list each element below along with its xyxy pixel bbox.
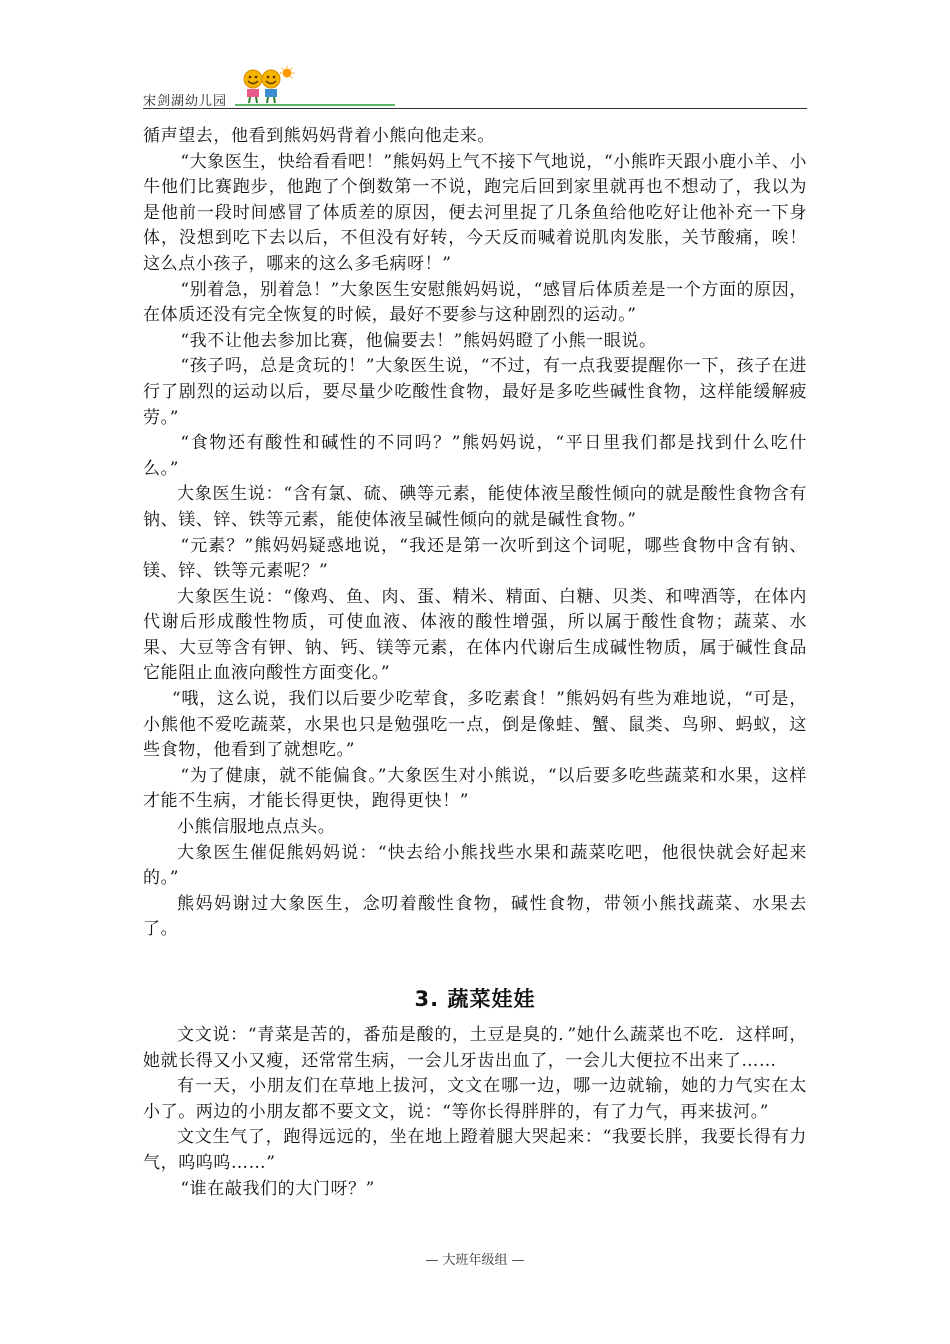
paragraph: “为了健康，就不能偏食。”大象医生对小熊说，“以后要多吃些蔬菜和水果，这样才能不生病，才能长得更快，跑得更快！” [143,765,807,812]
paragraph: “食物还有酸性和碱性的不同吗？”熊妈妈说，“平日里我们都是找到什么吃什么。” [143,433,807,479]
paragraph: 大象医生说：“含有氯、硫、碘等元素，能使体液呈酸性倾向的就是酸性食物含有钠、镁、锌、铁等元素，能使体液呈碱性倾向的就是碱性食物。” [143,484,807,530]
paragraph: 熊妈妈谢过大象医生，念叨着酸性食物，碱性食物，带领小熊找蔬菜、水果去了。 [143,893,807,940]
paragraph: 文文生气了，跑得远远的，坐在地上蹬着腿大哭起来：“我要长胖，我要长得有力气，呜呜呜……” [143,1127,807,1173]
paragraph: “别着急，别着急！”大象医生安慰熊妈妈说，“感冒后体质差是一个方面的原因，在体质还没有完全恢复的时候，最好不要参与这种剧烈的运动。” [143,279,807,326]
smiley-kids-sun-icon [235,66,395,106]
page-footer: — 大班年级组 — [425,1253,525,1268]
story-body [143,124,807,943]
paragraph: “元素？”熊妈妈疑惑地说，“我还是第一次听到这个词呢，哪些食物中含有钠、镁、锌、铁等元素呢？” [143,535,807,582]
paragraph: “大象医生，快给看看吧！”熊妈妈上气不接下气地说，“小熊昨天跟小鹿小羊、小牛他们比赛跑步，他跑了个倒数第一不说，跑完后回到家里就再也不想动了，我以为是他前一段时间感冒了体质差的原因，便去河里捉了几条鱼给他吃好让他补充一下身体，没想到吃下去以后，不但没有好转，今天反而喊着说肌肉发胀，关节酸痛，唉！这么点小孩子，哪来的这么多毛病呀！” [143,151,807,274]
paragraph: “谁在敲我们的大门呀？” [180,1178,375,1199]
paragraph: 大象医生说：“像鸡、鱼、肉、蛋、精米、精面、白糖、贝类、和啤酒等，在体内代谢后形成酸性物质，可使血液、体液的酸性增强，所以属于酸性食物；蔬菜、水果、大豆等含有钾、钠、钙、镁等元素，在体内代谢后生成碱性物质，属于碱性食品它能阻止血液向酸性方面变化。” [143,586,807,684]
school-name: 宋剑湖幼儿园 [143,94,228,109]
section-title: 3. 蔬菜娃娃 [414,987,536,1011]
page-header [143,66,807,110]
paragraph: “哦，这么说，我们以后要少吃荤食，多吃素食！”熊妈妈有些为难地说，“可是，小熊他不爱吃蔬菜，水果也只是勉强吃一点，倒是像蛙、蟹、鼠类、鸟卵、蚂蚁，这些食物，他看到了就想吃。” [143,689,807,761]
paragraph: 大象医生催促熊妈妈说：“快去给小熊找些水果和蔬菜吃吧，他很快就会好起来的。” [143,842,807,889]
paragraph: 小熊信服地点点头。 [177,817,336,838]
paragraph: 文文说：“青菜是苦的，番茄是酸的，土豆是臭的．”她什么蔬菜也不吃．这样呵，她就长得又小又瘦，还常常生病，一会儿牙齿出血了，一会儿大便拉不出来了…… [143,1025,807,1071]
paragraph: 有一天，小朋友们在草地上拔河，文文在哪一边，哪一边就输，她的力气实在太小了。两边的小朋友都不要文文，说：“等你长得胖胖的，有了力气，再来拔河。” [143,1076,807,1122]
paragraph: “我不让他去参加比赛，他偏要去！”熊妈妈瞪了小熊一眼说。 [180,330,657,351]
paragraph: 循声望去，他看到熊妈妈背着小熊向他走来。 [143,126,495,146]
section-body [143,1023,807,1202]
paragraph: “孩子吗，总是贪玩的！”大象医生说，“不过，有一点我要提醒你一下，孩子在进行了剧烈的运动以后，要尽量少吃酸性食物，最好是多吃些碱性食物，这样能缓解疲劳。” [143,356,807,428]
header-divider [143,108,807,109]
